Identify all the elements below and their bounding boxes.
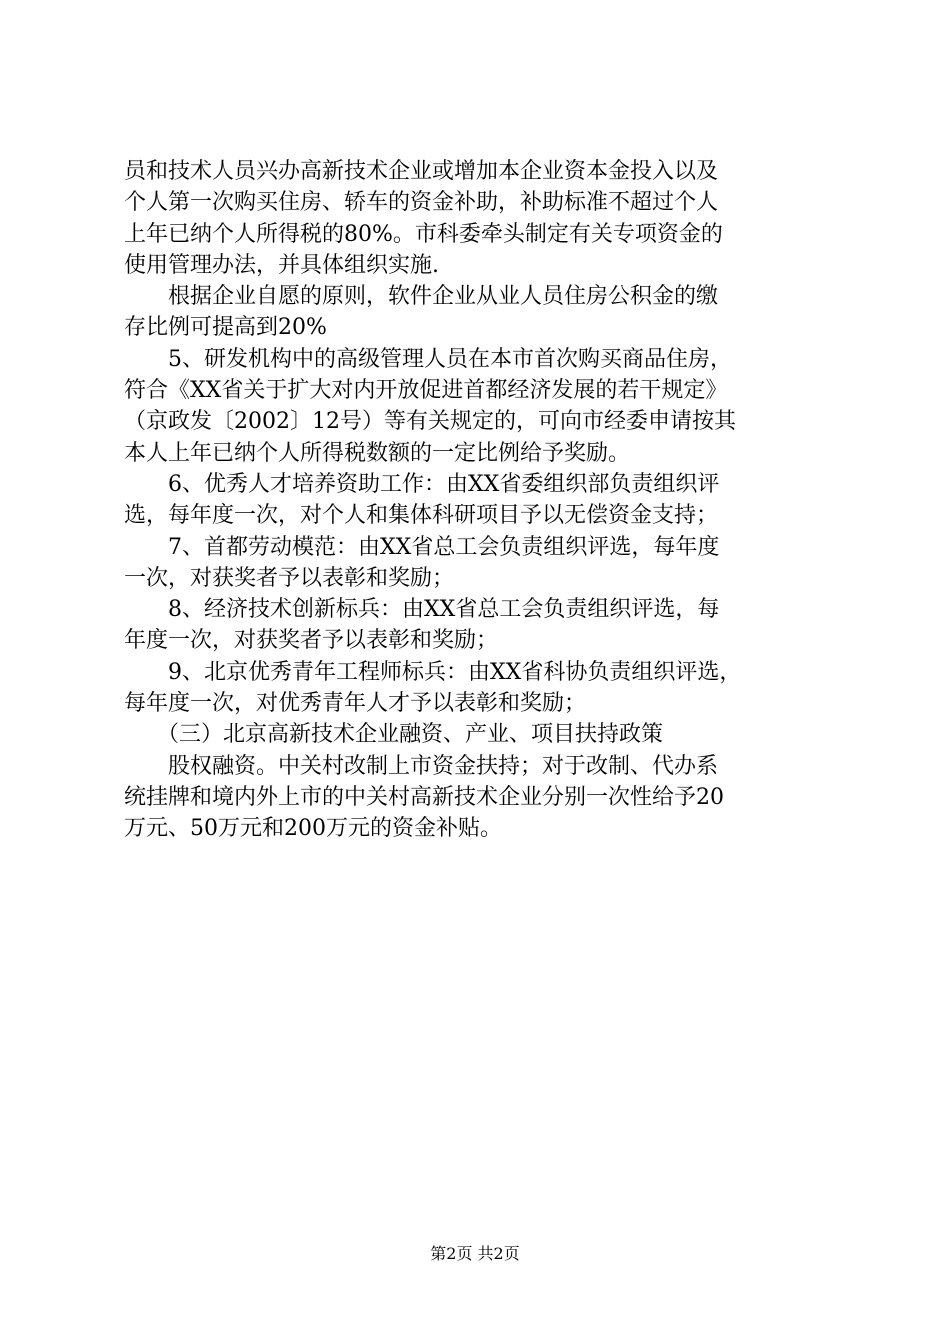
text-line: 万元、50万元和200万元的资金补贴。 <box>124 816 502 842</box>
text-line: 存比例可提高到20% <box>124 315 327 341</box>
text-line: （京政发〔2002〕12号）等有关规定的，可向市经委申请按其 <box>124 409 736 435</box>
document-body <box>124 156 834 845</box>
text-line: 一次，对获奖者予以表彰和奖励； <box>124 565 455 591</box>
text-line: 股权融资。中关村改制上市资金扶持；对于改制、代办系 <box>124 753 719 779</box>
text-line: 8、经济技术创新标兵：由XX省总工会负责组织评选，每 <box>124 597 720 623</box>
text-line: 5、研发机构中的高级管理人员在本市首次购买商品住房， <box>124 346 732 372</box>
text-line: 员和技术人员兴办高新技术企业或增加本企业资本金投入以及 <box>124 159 719 184</box>
text-line: 选，每年度一次，对个人和集体科研项目予以无偿资金支持； <box>124 503 719 529</box>
text-line: 7、首都劳动模范：由XX省总工会负责组织评选，每年度 <box>124 534 720 560</box>
text-line: 统挂牌和境内外上市的中关村高新技术企业分别一次性给予20 <box>124 784 724 810</box>
text-line: 6、优秀人才培养资助工作：由XX省委组织部负责组织评 <box>124 471 720 497</box>
section-heading: （三）北京高新技术企业融资、产业、项目扶持政策 <box>124 722 664 748</box>
text-line: 使用管理办法，并具体组织实施. <box>124 252 439 278</box>
text-line: 符合《XX省关于扩大对内开放促进首都经济发展的若干规定》 <box>124 378 728 404</box>
text-line: 根据企业自愿的原则，软件企业从业人员住房公积金的缴 <box>124 284 719 310</box>
page-number-footer: 第2页 共2页 <box>430 1244 520 1263</box>
text-line: 上年已纳个人所得税的80%。市科委牵头制定有关专项资金的 <box>124 221 723 247</box>
text-line: 个人第一次购买住房、轿车的资金补助，补助标准不超过个人 <box>124 190 719 216</box>
text-line: 每年度一次，对优秀青年人才予以表彰和奖励； <box>124 691 587 717</box>
text-line: 年度一次，对获奖者予以表彰和奖励； <box>124 628 499 654</box>
text-line: 本人上年已纳个人所得税数额的一定比例给予奖励。 <box>124 440 631 466</box>
text-line: 9、北京优秀青年工程师标兵：由XX省科协负责组织评选， <box>124 659 742 685</box>
